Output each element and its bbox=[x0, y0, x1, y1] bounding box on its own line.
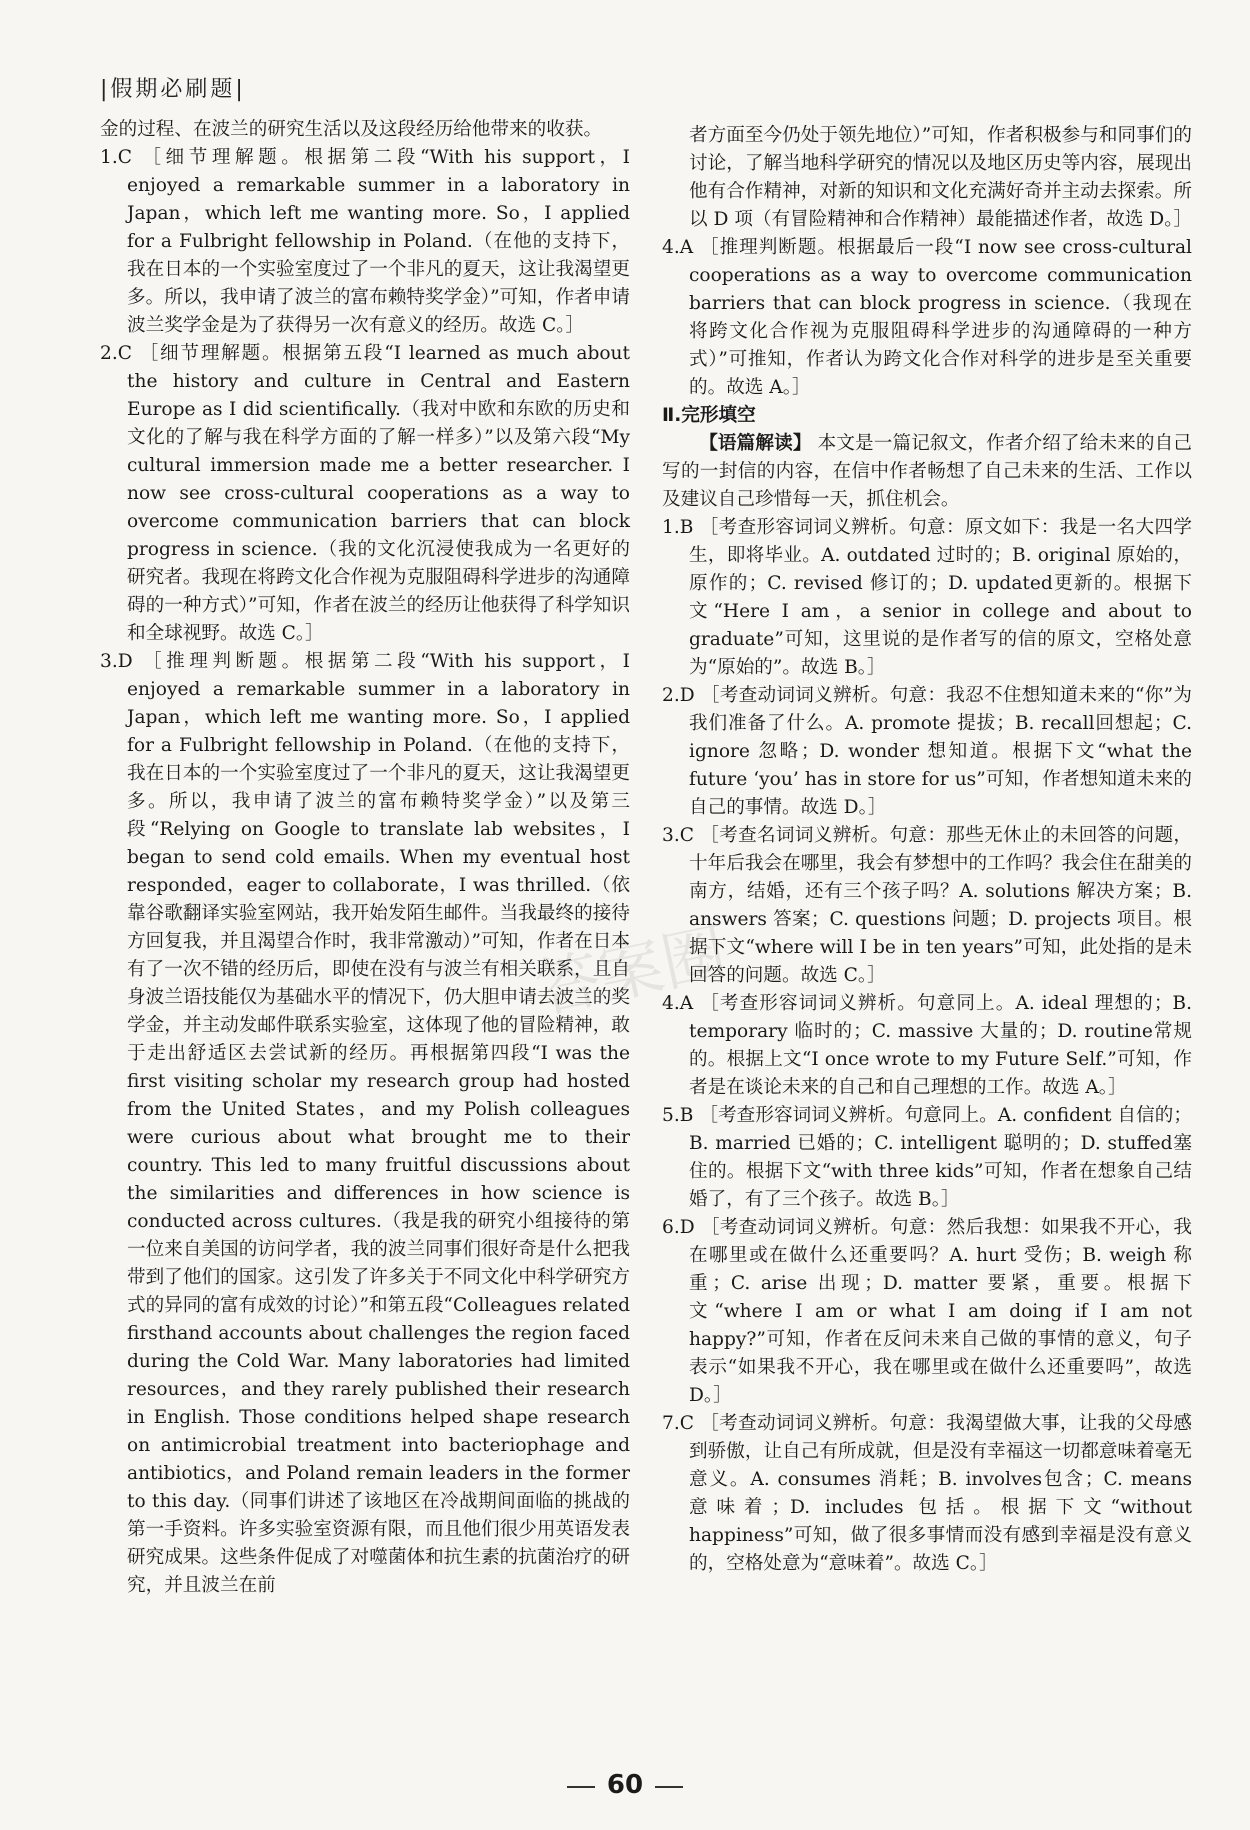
answer-item-2: 2.C ［细节理解题。根据第五段“I learned as much about the history and culture in Central and Eastern Europe as I did scientifically.（我对中欧和东欧的历史和文化的了解与我在科学方面的了解一样多）”以及第六段“My cultural immersion made me a better researcher. I now see cross-cultural cooperations as a way to overcome communication barriers that can block progress in science.（我的文化沉浸使我成为一名更好的研究者。我现在将跨文化合作视为克服阻碍科学进步的沟通障碍的一种方式）”可知，作者在波兰的经历让他获得了科学知识和全球视野。故选 C。］ bbox=[100, 343, 630, 644]
right-column bbox=[662, 122, 1192, 1578]
passage-summary-text: 本文是一篇记叙文，作者介绍了给未来的自己写的一封信的内容，在信中作者畅想了自己未来的生活、工作以及建议自己珍惜每一天，抓住机会。 bbox=[662, 433, 1192, 510]
cloze-item-7: 7.C ［考查动词词义辨析。句意：我渴望做大事，让我的父母感到骄傲，让自己有所成就，但是没有幸福这一切都意味着毫无意义。A. consumes 消耗；B. involves包含；C. means 意味着；D. includes 包括。根据下文“without happiness”可知，做了很多事情而没有感到幸福是没有意义的，空格处意为“意味着”。故选 C。］ bbox=[662, 1413, 1192, 1574]
answer-item-3-continuation: 者方面至今仍处于领先地位）”可知，作者积极参与和同事们的讨论，了解当地科学研究的情况以及地区历史等内容，展现出他有合作精神，对新的知识和文化充满好奇并主动去探索。所以 D 项（有冒险精神和合作精神）最能描述作者，故选 D。］ bbox=[689, 125, 1193, 230]
page-footer bbox=[0, 1770, 1250, 1800]
cloze-item-3: 3.C ［考查名词词义辨析。句意：那些无休止的未回答的问题，十年后我会在哪里，我会有梦想中的工作吗？我会住在甜美的南方，结婚，还有三个孩子吗？A. solutions 解决方案；B. answers 答案；C. questions 问题；D. projects 项目。根据下文“where will I be in ten years”可知，此处指的是未回答的问题。故选 C。］ bbox=[662, 825, 1192, 986]
cloze-item-4: 4.A ［考查形容词词义辨析。句意同上。A. ideal 理想的；B. temporary 临时的；C. massive 大量的；D. routine常规的。根据上文“I once wrote to my Future Self.”可知，作者是在谈论未来的自己和自己理想的工作。故选 A。］ bbox=[662, 993, 1192, 1098]
answer-item-4: 4.A ［推理判断题。根据最后一段“I now see cross-cultural cooperations as a way to overcome communication barriers that can block progress in science.（我现在将跨文化合作视为克服阻碍科学进步的沟通障碍的一种方式）”可推知，作者认为跨文化合作对科学的进步是至关重要的。故选 A。］ bbox=[662, 237, 1192, 398]
cloze-item-1: 1.B ［考查形容词词义辨析。句意：原文如下：我是一名大四学生，即将毕业。A. outdated 过时的；B. original 原始的，原作的；C. revised 修订的；D. updated更新的。根据下文“Here I am，a senior in college and about to graduate”可知，这里说的是作者写的信的原文，空格处意为“原始的”。故选 B。］ bbox=[662, 517, 1192, 678]
left-intro: 金的过程、在波兰的研究生活以及这段经历给他带来的收获。 bbox=[100, 119, 603, 140]
footer-dash-left bbox=[567, 1786, 595, 1788]
passage-summary-label: 【语篇解读】 bbox=[699, 433, 812, 454]
section-title: Ⅱ.完形填空 bbox=[662, 405, 756, 426]
header-label: |假期必刷题| bbox=[100, 77, 246, 102]
page-number: 60 bbox=[606, 1770, 644, 1800]
cloze-item-5: 5.B ［考查形容词词义辨析。句意同上。A. confident 自信的；B. married 已婚的；C. intelligent 聪明的；D. stuffed塞住的。根据下文“with three kids”可知，作者在想象自己结婚了，有了三个孩子。故选 B。］ bbox=[662, 1105, 1192, 1210]
left-column bbox=[100, 116, 630, 1600]
cloze-item-2: 2.D ［考查动词词义辨析。句意：我忍不住想知道未来的“你”为我们准备了什么。A. promote 提拔；B. recall回想起；C. ignore 忽略；D. wonder 想知道。根据下文“what the future ‘you’ has in store for us”可知，作者想知道未来的自己的事情。故选 D。］ bbox=[662, 685, 1192, 818]
passage-summary bbox=[662, 430, 1192, 514]
watermark: 答案圈 bbox=[529, 915, 733, 1029]
answer-item-3: 3.D ［推理判断题。根据第二段“With his support，I enjoyed a remarkable summer in a laboratory in Japan，which left me wanting more. So，I applied for a Fulbright fellowship in Poland.（在他的支持下，我在日本的一个实验室度过了一个非凡的夏天，这让我渴望更多。所以，我申请了波兰的富布赖特奖学金）”以及第三段“Relying on Google to translate lab websites，I began to send cold emails. When my eventual host responded，eager to collaborate，I was thrilled.（依靠谷歌翻译实验室网站，我开始发陌生邮件。当我最终的接待方回复我，并且渴望合作时，我非常激动）”可知，作者在日本有了一次不错的经历后，即使在没有与波兰有相关联系，且自身波兰语技能仅为基础水平的情况下，仍大胆申请去波兰的奖学金，并主动发邮件联系实验室，这体现了他的冒险精神，敢于走出舒适区去尝试新的经历。再根据第四段“I was the first visiting scholar my research group had hosted from the United States，and my Polish colleagues were curious about what brought me to their country. This led to many fruitful discussions about the similarities and differences in how science is conducted across cultures.（我是我的研究小组接待的第一位来自美国的访问学者，我的波兰同事们很好奇是什么把我带到了他们的国家。这引发了许多关于不同文化中科学研究方式的异同的富有成效的讨论）”和第五段“Colleagues related firsthand accounts about challenges the region faced during the Cold War. Many laboratories had limited resources，and they rarely published their research in English. Those conditions helped shape research on antimicrobial treatment into bacteriophage and antibiotics，and Poland remain leaders in the former to this day.（同事们讲述了该地区在冷战期间面临的挑战的第一手资料。许多实验室资源有限，而且他们很少用英语发表研究成果。这些条件促成了对噬菌体和抗生素的抗菌治疗的研究，并且波兰在前 bbox=[100, 651, 630, 1596]
cloze-item-6: 6.D ［考查动词词义辨析。句意：然后我想：如果我不开心，我在哪里或在做什么还重要吗？A. hurt 受伤；B. weigh 称重；C. arise 出现；D. matter 要紧，重要。根据下文“where I am or what I am doing if I am not happy?”可知，作者在反问未来自己做的事情的意义，句子表示“如果我不开心，我在哪里或在做什么还重要吗”，故选 D。］ bbox=[662, 1217, 1192, 1406]
answer-item-1: 1.C ［细节理解题。根据第二段“With his support，I enjoyed a remarkable summer in a laboratory in Japan，which left me wanting more. So，I applied for a Fulbright fellowship in Poland.（在他的支持下，我在日本的一个实验室度过了一个非凡的夏天，这让我渴望更多。所以，我申请了波兰的富布赖特奖学金）”可知，作者申请波兰奖学金是为了获得另一次有意义的经历。故选 C。］ bbox=[100, 147, 630, 336]
footer-dash-right bbox=[655, 1786, 683, 1788]
